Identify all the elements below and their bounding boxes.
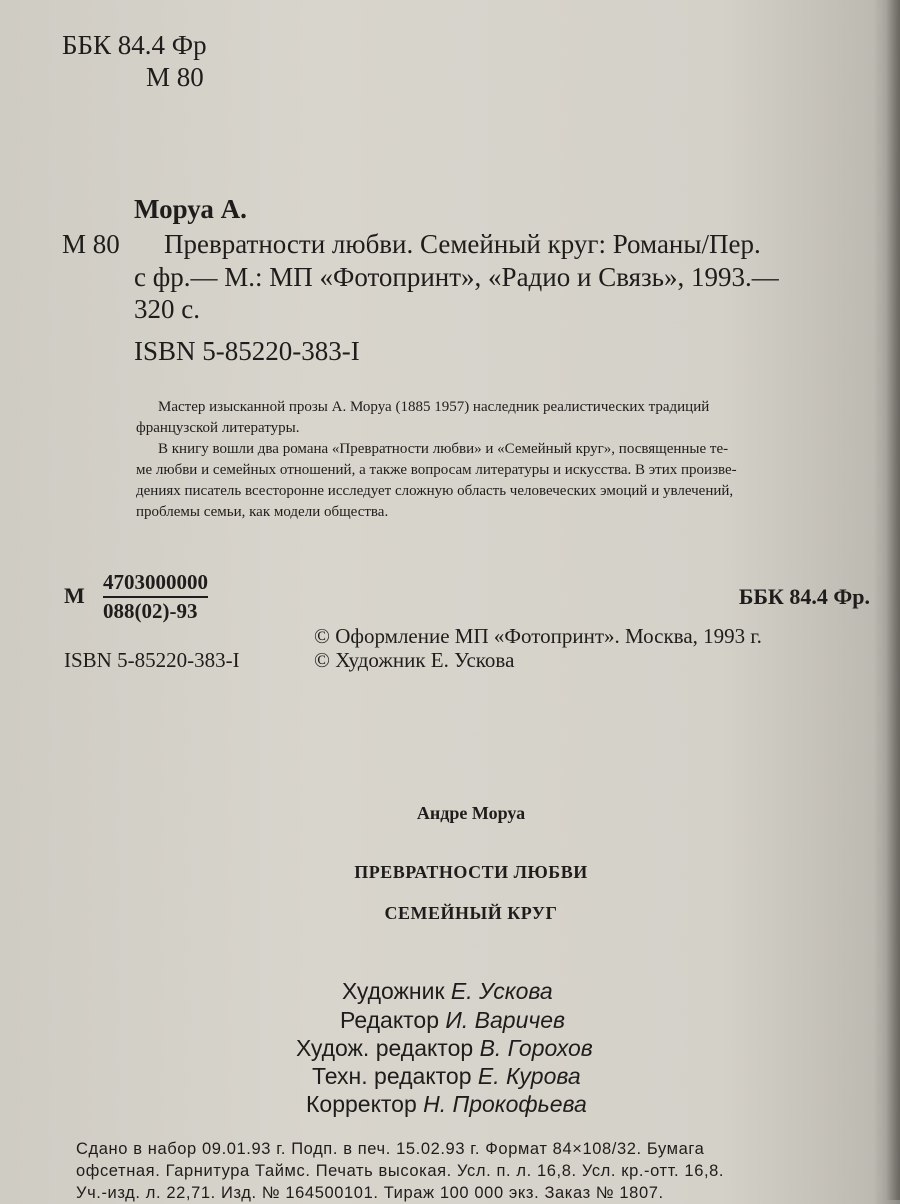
- annotation-line-3: В книгу вошли два романа «Превратности любви» и «Семейный круг», посвященные те-: [158, 441, 729, 457]
- credit-editor: [340, 1007, 565, 1034]
- credit-person: Н. Прокофьева: [423, 1091, 587, 1117]
- index-denominator: 088(02)-93: [103, 599, 198, 623]
- credit-role: Редактор: [340, 1007, 440, 1033]
- credit-person: Е. Ускова: [450, 978, 553, 1004]
- credit-tech-editor: [312, 1063, 581, 1090]
- credit-person: И. Варичев: [445, 1007, 566, 1033]
- imprint-line-3: Уч.-изд. л. 22,71. Изд. № 164500101. Тираж 100 000 экз. Заказ № 1807.: [76, 1184, 664, 1202]
- credit-art-editor: [296, 1035, 593, 1062]
- credit-role: Корректор: [306, 1091, 417, 1117]
- catalog-line-1: Превратности любви. Семейный круг: Романы/Пер.: [164, 229, 761, 259]
- credit-proofreader: [306, 1091, 587, 1118]
- index-numerator: 4703000000: [103, 570, 208, 598]
- credit-person: В. Горохов: [479, 1035, 593, 1061]
- annotation-line-2: французской литературы.: [136, 420, 300, 436]
- credit-artist: [342, 978, 553, 1005]
- annotation-line-5: дениях писатель всесторонне исследует сложную область человеческих эмоций и увлечений,: [136, 483, 734, 499]
- index-bbk: ББК 84.4 Фр.: [738, 584, 870, 609]
- book-author: Андре Моруа: [416, 803, 526, 823]
- index-letter: М: [64, 583, 85, 608]
- book-title-1: ПРЕВРАТНОСТИ ЛЮБВИ: [354, 862, 588, 882]
- annotation-line-6: проблемы семьи, как модели общества.: [136, 504, 389, 520]
- index-isbn: ISBN 5-85220-383-I: [64, 648, 240, 672]
- catalog-line-3: 320 с.: [134, 294, 200, 324]
- annotation-line-1: Мастер изысканной прозы А. Моруа (1885 1957) наследник реалистических традиций: [158, 399, 710, 415]
- imprint-line-2: офсетная. Гарнитура Таймс. Печать высокая. Усл. п. л. 16,8. Усл. кр.-отт. 16,8.: [76, 1162, 725, 1180]
- copyright-artist: © Художник Е. Ускова: [314, 648, 515, 672]
- bbk-header: ББК 84.4 Фр: [62, 30, 207, 60]
- book-title-2: СЕМЕЙНЫЙ КРУГ: [384, 903, 558, 923]
- catalog-line-2: с фр.— М.: МП «Фотопринт», «Радио и Связь», 1993.—: [134, 262, 779, 292]
- catalog-code: М 80: [62, 229, 120, 259]
- credit-role: Худож. редактор: [296, 1035, 474, 1061]
- page-edge-shadow: [886, 0, 900, 1200]
- author-code-header: М 80: [146, 62, 204, 92]
- imprint-line-1: Сдано в набор 09.01.93 г. Подп. в печ. 15.02.93 г. Формат 84×108/32. Бумага: [76, 1140, 705, 1158]
- credit-person: Е. Курова: [477, 1063, 581, 1089]
- annotation-line-4: ме любви и семейных отношений, а также вопросам литературы и искусства. В этих произве-: [136, 462, 737, 478]
- credit-role: Художник: [342, 978, 445, 1004]
- catalog-author: Моруа А.: [134, 194, 247, 224]
- catalog-isbn: ISBN 5-85220-383-I: [134, 336, 360, 366]
- copyright-design: © Оформление МП «Фотопринт». Москва, 1993 г.: [314, 624, 762, 648]
- credit-role: Техн. редактор: [312, 1063, 472, 1089]
